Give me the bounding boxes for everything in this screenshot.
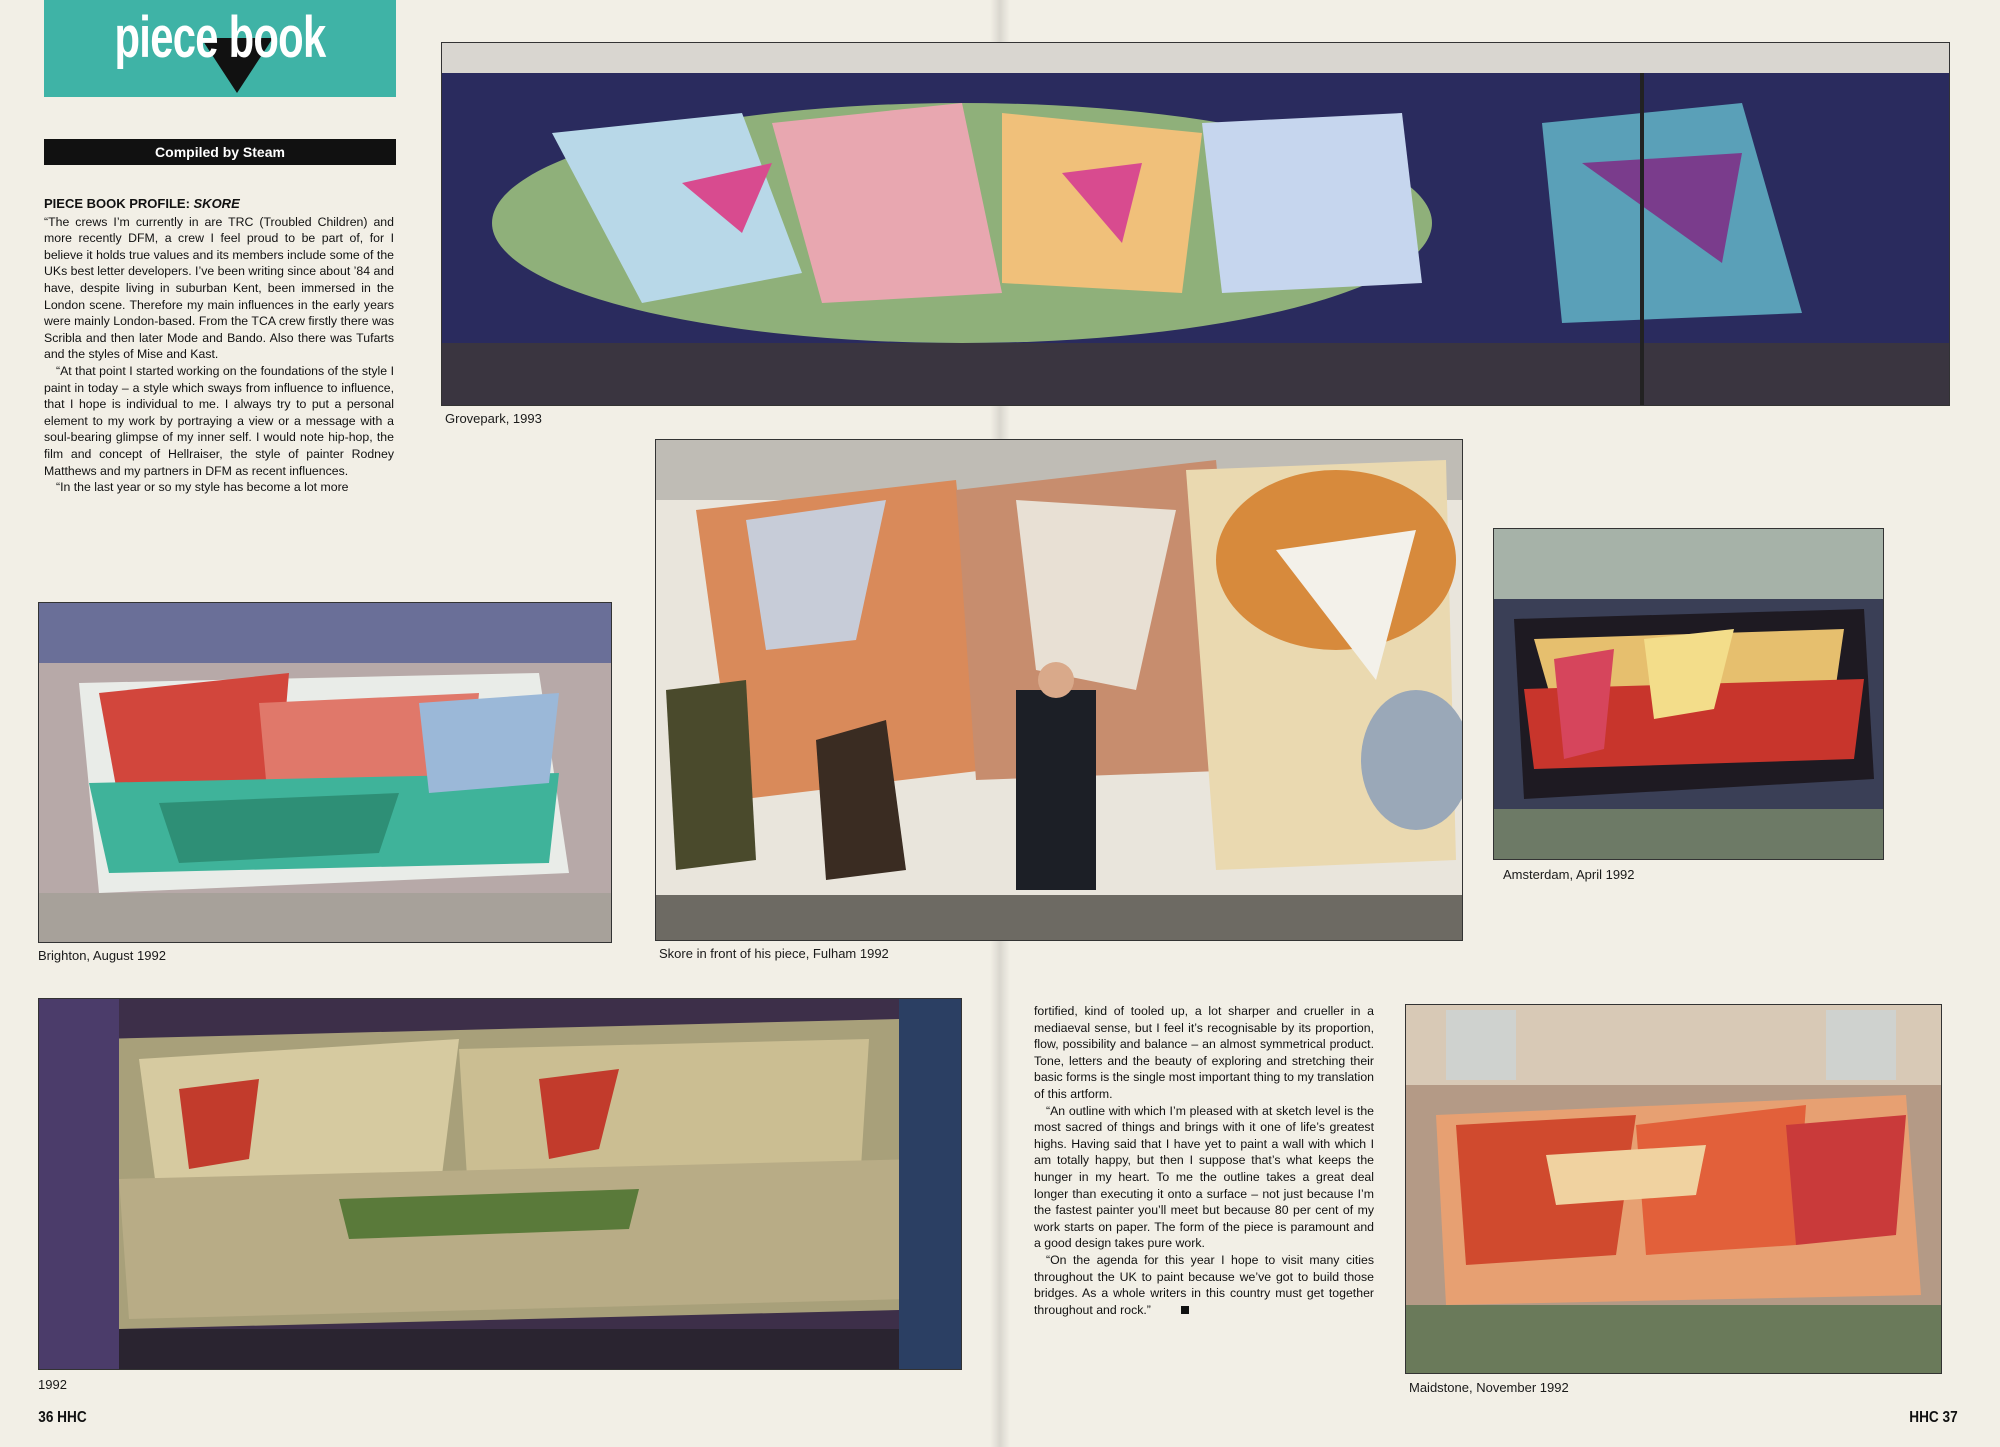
paragraph: “In the last year or so my style has become a lot more	[56, 480, 349, 495]
caption-1992: 1992	[38, 1377, 67, 1392]
profile-name: SKORE	[193, 196, 240, 211]
caption-brighton: Brighton, August 1992	[38, 948, 166, 963]
photo-1992	[38, 998, 962, 1370]
paragraph: fortified, kind of tooled up, a lot sharper and crueller in a mediaeval sense, but I feel it’s recognisable by its proportion, flow, possibility and balance – an almost symmetrical product. Tone, letters and the beauty of exploring and stretching their basic forms is the single most important thing to my translation of this artform.	[1034, 1004, 1374, 1101]
caption-grovepark: Grovepark, 1993	[445, 411, 542, 426]
photo-grovepark	[441, 42, 1950, 406]
section-title: piece book	[114, 5, 326, 70]
paragraph: “On the agenda for this year I hope to visit many cities throughout the UK to paint because we’ve got to build those bridges. As a whole writers in this country must get together throughout and rock.”	[1034, 1252, 1374, 1317]
folio-right: HHC 37	[1909, 1409, 1958, 1426]
paragraph: “An outline with which I’m pleased with at sketch level is the most sacred of things and brings with it one of life’s greatest highs. Having said that I have yet to paint a wall with which I am totally happy, but then I suppose that’s what keeps the hunger in my heart. To me the outline takes a great deal longer than executing it onto a surface – not just because I’m the fastest painter you’ll meet but because 80 per cent of my work starts on paper. The form of the piece is paramount and a good design takes pure work.	[1034, 1103, 1374, 1251]
photo-maidstone	[1405, 1004, 1942, 1374]
paragraph: “At that point I started working on the foundations of the style I paint in today – a style which sways from influence to influence, that I hope is individual to me. I always try to put a personal element to my work by portraying a view or a message with a soul-bearing glimpse of my inner self. I would note hip-hop, the film and concept of Hellraiser, the style of painter Rodney Matthews and my partners in DFM as recent influences.	[44, 363, 394, 478]
photo-fulham	[655, 439, 1463, 941]
end-mark-icon	[1181, 1306, 1189, 1314]
caption-maidstone: Maidstone, November 1992	[1409, 1380, 1569, 1395]
caption-fulham: Skore in front of his piece, Fulham 1992	[659, 946, 889, 961]
compiled-by-bar: Compiled by Steam	[44, 139, 396, 165]
profile-heading: PIECE BOOK PROFILE: SKORE	[44, 196, 240, 211]
photo-brighton	[38, 602, 612, 943]
folio-left: 36 HHC	[38, 1409, 87, 1426]
section-header	[44, 0, 396, 97]
paragraph: “The crews I’m currently in are TRC (Troubled Children) and more recently DFM, a crew I feel proud to be part of, for I believe it holds true values and its members include some of the UKs best letter developers. I’ve been writing since about ’84 and have, despite living in suburban Kent, been immersed in the London scene. Therefore my main influences in the early years were mainly London-based. From the TCA crew firstly there was Scribla and then later Mode and Bando. Also there was Tufarts and the styles of Mise and Kast.	[44, 214, 394, 362]
article-column-left	[44, 196, 394, 496]
article-column-right	[1034, 1003, 1374, 1318]
caption-amsterdam: Amsterdam, April 1992	[1503, 867, 1635, 882]
photo-amsterdam	[1493, 528, 1884, 860]
